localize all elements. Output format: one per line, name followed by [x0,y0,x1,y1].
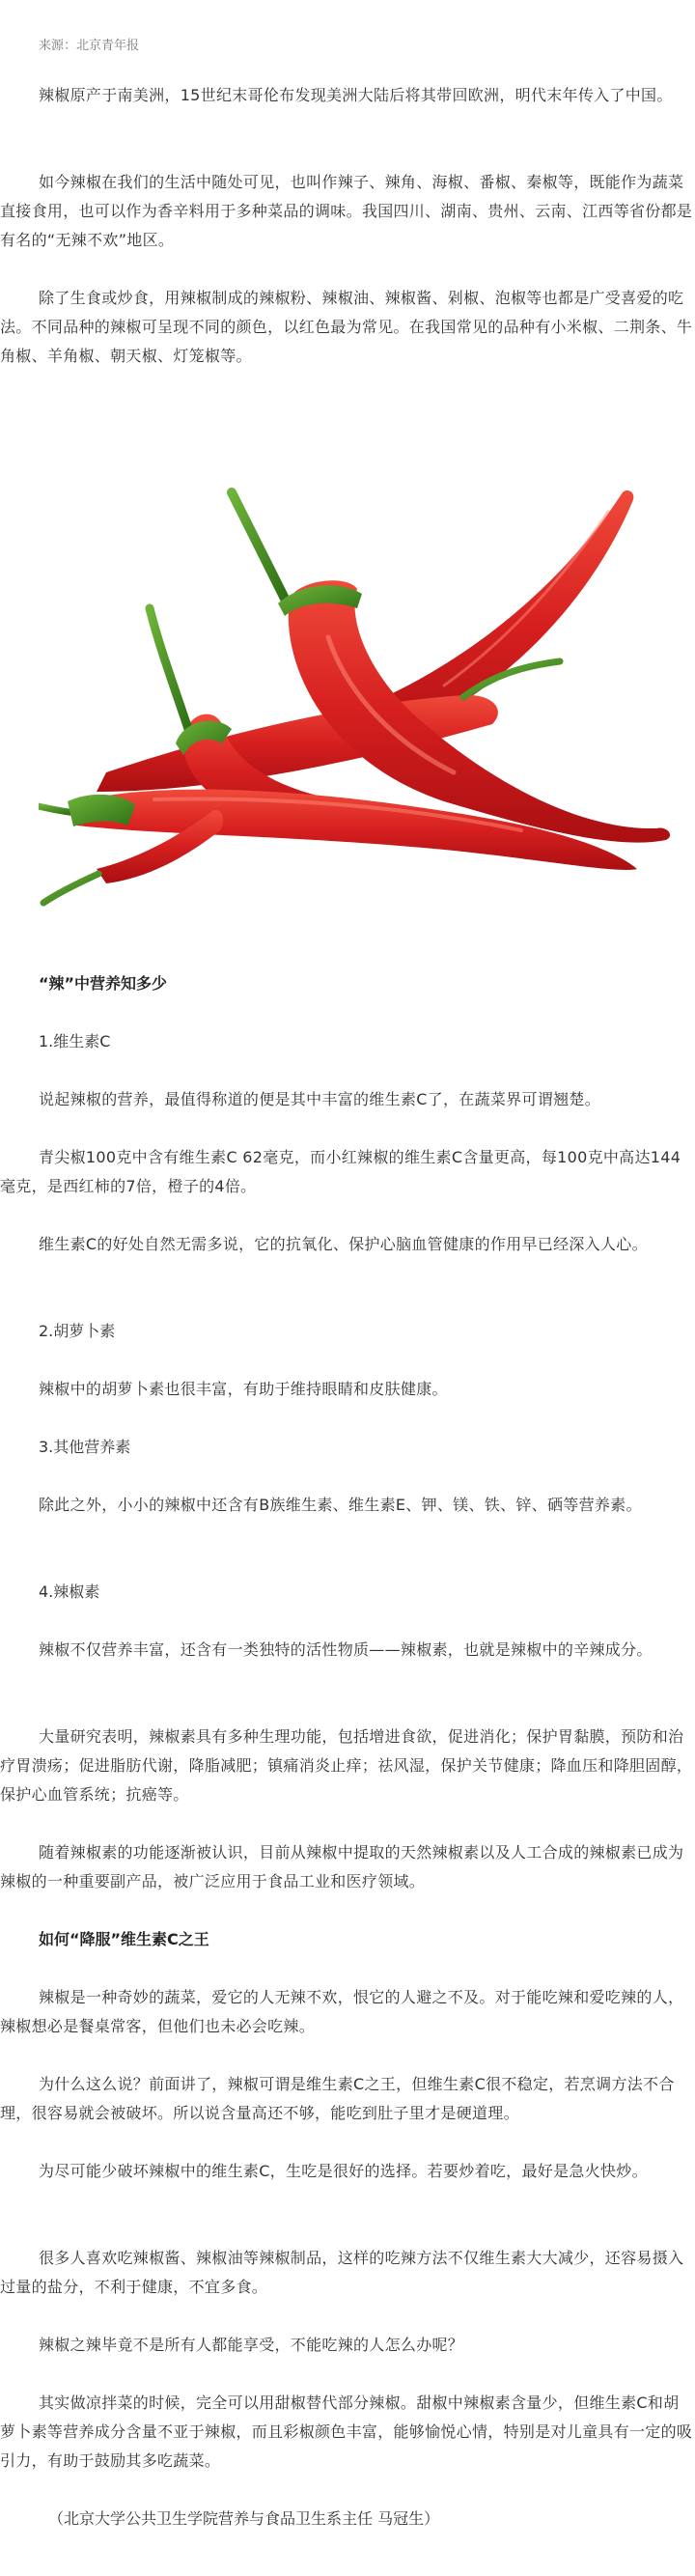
author-byline: （北京大学公共卫生学院营养与食品卫生系主任 马冠生） [48,2509,440,2528]
section-heading: 如何“降服”维生素C之王 [39,1930,209,1948]
paragraph: 如今辣椒在我们的生活中随处可见，也叫作辣子、辣角、海椒、番椒、秦椒等，既能作为蔬菜直接食用，也可以作为香辛料用于多种菜品的调味。我国四川、湖南、贵州、云南、江西等省份都是有名的“无辣不欢”地区。 [0,173,693,249]
paragraph: 为尽可能少破坏辣椒中的维生素C，生吃是很好的选择。若要炒着吃，最好是急火快炒。 [39,2162,648,2180]
paragraph: 青尖椒100克中含有维生素C 62毫克，而小红辣椒的维生素C含量更高，每100克中高达144毫克，是西红柿的7倍，橙子的4倍。 [0,1148,681,1195]
subsection-heading: 1.维生素C [39,1032,111,1050]
paragraph: 除了生食或炒食，用辣椒制成的辣椒粉、辣椒油、辣椒酱、剁椒、泡椒等也都是广受喜爱的吃法。不同品种的辣椒可呈现不同的颜色，以红色最为常见。在我国常见的品种有小米椒、二荆条、牛角椒、羊角椒、朝天椒、灯笼椒等。 [0,289,693,365]
paragraph: 很多人喜欢吃辣椒酱、辣椒油等辣椒制品，这样的吃辣方法不仅维生素大大减少，还容易摄入过量的盐分，不利于健康，不宜多食。 [0,2249,684,2296]
paragraph: 为什么这么说？前面讲了，辣椒可谓是维生素C之王，但维生素C很不稳定，若烹调方法不合理，很容易就会被破坏。所以说含量高还不够，能吃到肚子里才是硬道理。 [0,2075,675,2122]
subsection-heading: 2.胡萝卜素 [39,1322,116,1340]
paragraph: 辣椒中的胡萝卜素也很丰富，有助于维持眼睛和皮肤健康。 [39,1380,448,1398]
paragraph: 辣椒是一种奇妙的蔬菜，爱它的人无辣不欢，恨它的人避之不及。对于能吃辣和爱吃辣的人，辣椒想必是餐桌常客，但他们也未必会吃辣。 [0,1988,684,2035]
subsection-heading: 4.辣椒素 [39,1582,100,1601]
subsection-heading: 3.其他营养素 [39,1438,131,1456]
paragraph: 辣椒之辣毕竟不是所有人都能享受，不能吃辣的人怎么办呢？ [39,2336,464,2354]
paragraph: 说起辣椒的营养，最值得称道的便是其中丰富的维生素C了，在蔬菜界可谓翘楚。 [39,1090,600,1108]
section-heading: “辣”中营养知多少 [39,974,168,993]
paragraph: 随着辣椒素的功能逐渐被认识，目前从辣椒中提取的天然辣椒素以及人工合成的辣椒素已成为辣椒的一种重要副产品，被广泛应用于食品工业和医疗领域。 [0,1843,684,1890]
paragraph: 辣椒原产于南美洲，15世纪末哥伦布发现美洲大陆后将其带回欧洲，明代末年传入了中国。 [39,86,673,104]
paragraph: 维生素C的好处自然无需多说，它的抗氧化、保护心脑血管健康的作用早已经深入人心。 [39,1235,648,1253]
paragraph: 除此之外，小小的辣椒中还含有B族维生素、维生素E、钾、镁、铁、锌、硒等营养素。 [39,1496,642,1514]
paragraph: 大量研究表明，辣椒素具有多种生理功能，包括增进食欲，促进消化；保护胃黏膜，预防和治疗胃溃疡；促进脂肪代谢，降脂减肥；镇痛消炎止痒；祛风湿，保护关节健康；降血压和降胆固醇，保护心血管系统；抗癌等。 [0,1727,693,1804]
article-source: 来源：北京青年报 [39,39,140,53]
chili-peppers-image [39,396,685,917]
paragraph: 辣椒不仅营养丰富，还含有一类独特的活性物质——辣椒素，也就是辣椒中的辛辣成分。 [39,1640,653,1659]
paragraph: 其实做凉拌菜的时候，完全可以用甜椒替代部分辣椒。甜椒中辣椒素含量少，但维生素C和胡萝卜素等营养成分含量不亚于辣椒，而且彩椒颜色丰富，能够愉悦心情，特别是对儿童具有一定的吸引力，有助于鼓励其多吃蔬菜。 [0,2394,693,2470]
chili-peppers-illustration [39,396,685,917]
